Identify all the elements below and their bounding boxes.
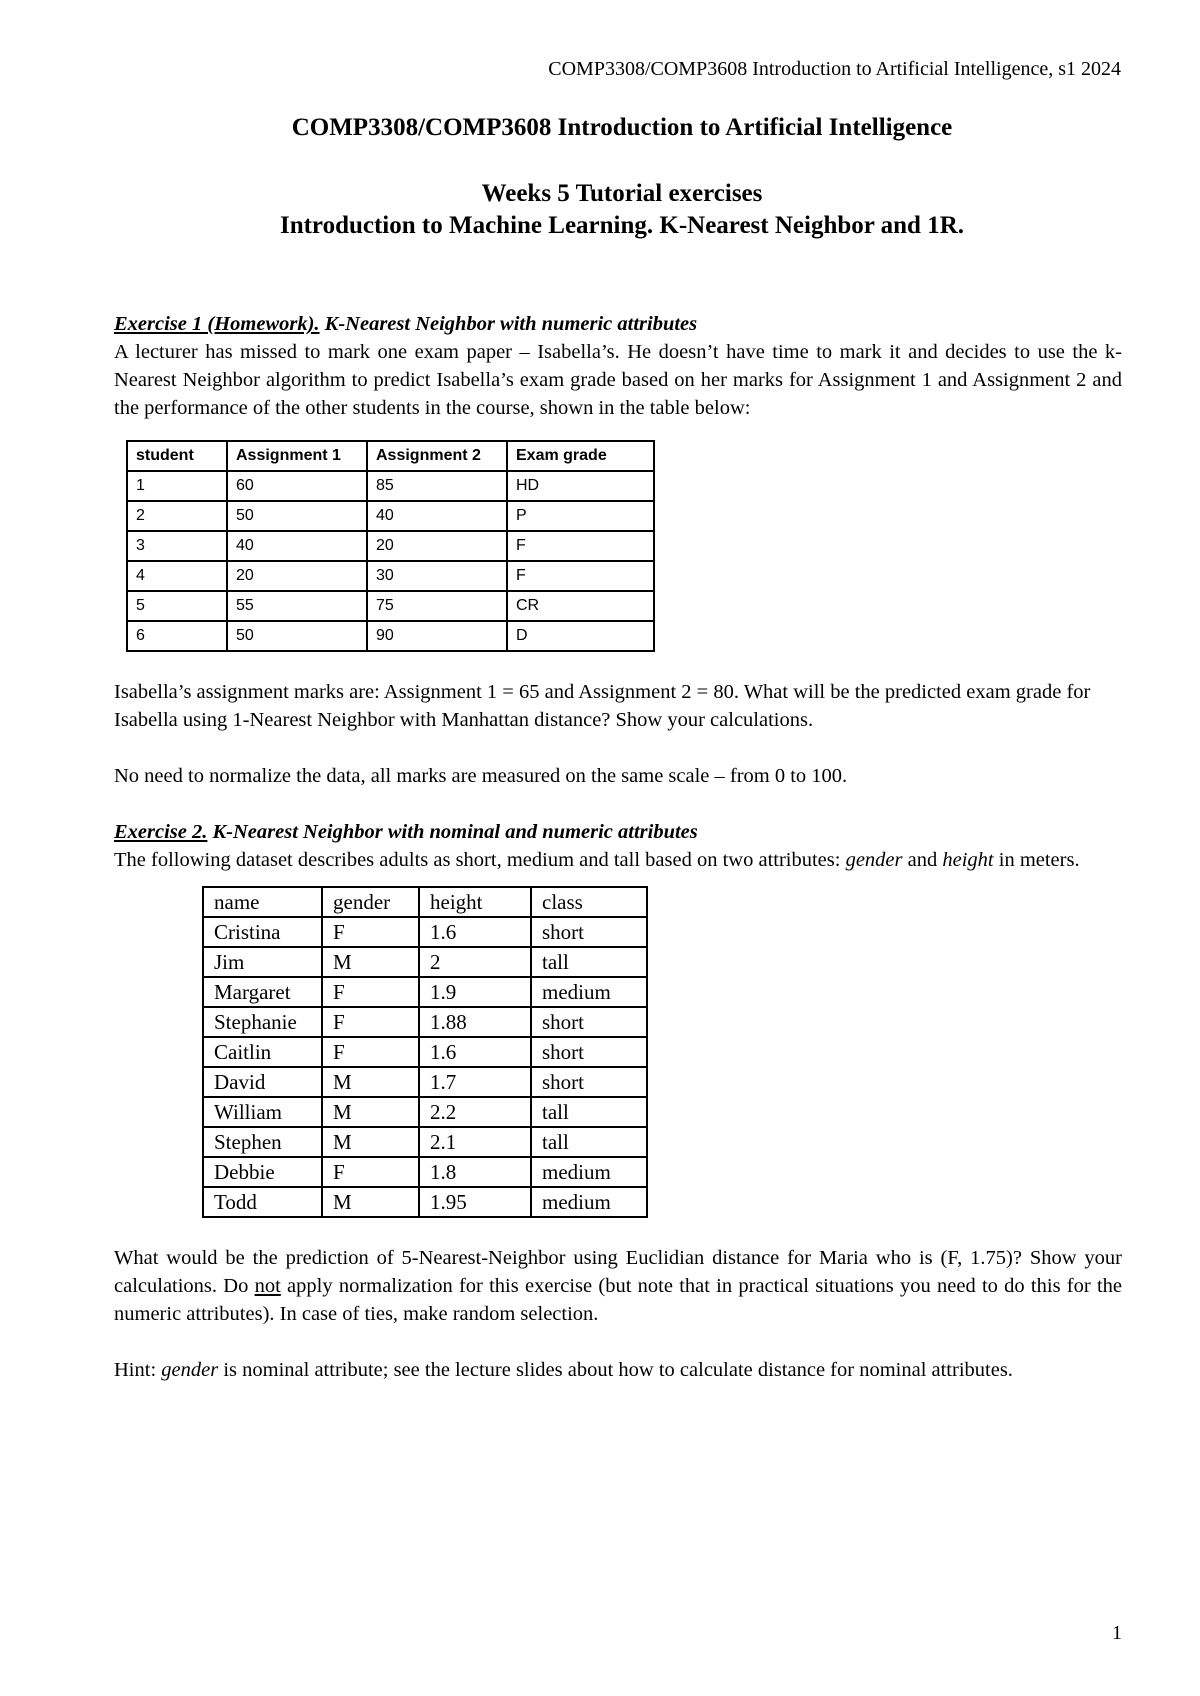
table-cell: 2	[419, 947, 531, 977]
table-cell: 3	[127, 531, 227, 561]
table-header-cell: Assignment 1	[227, 441, 367, 471]
table-row	[203, 1187, 647, 1217]
table-header-row	[203, 887, 647, 917]
exercise2-question-text: apply normalization for this exercise (but note that in practical situations you need to do this for the numeric attributes). In case of ties, make random selection.	[114, 1275, 1122, 1325]
exercise2-hint	[114, 1356, 1122, 1384]
table-cell: Stephen	[203, 1127, 322, 1157]
table-row	[127, 471, 654, 501]
table-cell: F	[507, 531, 654, 561]
table-row	[127, 591, 654, 621]
table-row	[203, 1097, 647, 1127]
table-cell: 50	[227, 621, 367, 651]
content	[114, 310, 1122, 1384]
table-cell: 30	[367, 561, 507, 591]
table-header-cell: Assignment 2	[367, 441, 507, 471]
table-cell: 50	[227, 501, 367, 531]
table-cell: 1.6	[419, 917, 531, 947]
table-row	[127, 531, 654, 561]
table-cell: 2	[127, 501, 227, 531]
table-cell: 20	[227, 561, 367, 591]
table-cell: 60	[227, 471, 367, 501]
table-row	[203, 1127, 647, 1157]
table-cell: M	[322, 1187, 419, 1217]
exercise2-question-text: What would be the prediction of 5-Nearest-Neighbor using Euclidian distance for Maria who is (F, 1.75)? Show your calculations. Do	[114, 1247, 1122, 1297]
table-cell: medium	[531, 1157, 647, 1187]
table-cell: 40	[367, 501, 507, 531]
table-row	[203, 947, 647, 977]
exercise2-intro-text: and	[902, 849, 943, 871]
table-cell: F	[322, 917, 419, 947]
table-cell: medium	[531, 977, 647, 1007]
table-cell: F	[322, 977, 419, 1007]
gender-term: gender	[845, 849, 903, 871]
table-cell: Margaret	[203, 977, 322, 1007]
table-row	[203, 977, 647, 1007]
table-header-cell: name	[203, 887, 322, 917]
exercise1-title: K-Nearest Neighbor with numeric attributes	[319, 313, 698, 335]
table-cell: CR	[507, 591, 654, 621]
height-term: height	[942, 849, 994, 871]
table-cell: short	[531, 917, 647, 947]
table-cell: medium	[531, 1187, 647, 1217]
table-cell: Debbie	[203, 1157, 322, 1187]
table-cell: tall	[531, 1097, 647, 1127]
table-cell: 75	[367, 591, 507, 621]
exercise1-heading	[114, 310, 1122, 338]
table-cell: 55	[227, 591, 367, 621]
table-cell: 90	[367, 621, 507, 651]
table-cell: 1.9	[419, 977, 531, 1007]
table-row	[203, 1067, 647, 1097]
table-cell: HD	[507, 471, 654, 501]
exercise1-intro: A lecturer has missed to mark one exam paper – Isabella’s. He doesn’t have time to mark it and decides to use the k-Nearest Neighbor algorithm to predict Isabella’s exam grade based on her marks for Assignment 1 and Assignment 2 and the performance of the other students in the course, shown in the table below:	[114, 341, 1122, 419]
table-row	[127, 501, 654, 531]
table-cell: 20	[367, 531, 507, 561]
table-row	[203, 1157, 647, 1187]
running-header: COMP3308/COMP3608 Introduction to Artificial Intelligence, s1 2024	[548, 58, 1121, 80]
table-cell: M	[322, 1127, 419, 1157]
table-row	[203, 1037, 647, 1067]
table-cell: Caitlin	[203, 1037, 322, 1067]
week-title: Weeks 5 Tutorial exercises	[481, 180, 763, 207]
table-cell: William	[203, 1097, 322, 1127]
table-row	[127, 621, 654, 651]
table-cell: F	[322, 1007, 419, 1037]
table-cell: 40	[227, 531, 367, 561]
table-cell: 1.8	[419, 1157, 531, 1187]
gender-term: gender	[161, 1359, 219, 1381]
table-cell: 1	[127, 471, 227, 501]
title-block	[0, 112, 1200, 242]
exercise1-question: Isabella’s assignment marks are: Assignment 1 = 65 and Assignment 2 = 80. What will be the predicted exam grade for Isabella using 1-Nearest Neighbor with Manhattan distance? Show your calculations.	[114, 681, 1091, 731]
table-cell: 1.7	[419, 1067, 531, 1097]
exercise2-label: Exercise 2.	[114, 821, 208, 843]
hint-label: Hint:	[114, 1359, 162, 1381]
table-cell: 5	[127, 591, 227, 621]
table-cell: F	[322, 1157, 419, 1187]
topic-title: Introduction to Machine Learning. K-Nearest Neighbor and 1R.	[279, 212, 965, 239]
exercise1-table	[126, 440, 655, 652]
table-cell: Stephanie	[203, 1007, 322, 1037]
exercise2-title: K-Nearest Neighbor with nominal and numeric attributes	[207, 821, 698, 843]
table-cell: David	[203, 1067, 322, 1097]
exercise2-intro	[114, 846, 1122, 874]
table-row	[203, 917, 647, 947]
exercise2-intro-text: The following dataset describes adults as short, medium and tall based on two attributes:	[114, 849, 846, 871]
table-cell: P	[507, 501, 654, 531]
table-cell: tall	[531, 947, 647, 977]
exercise1-note: No need to normalize the data, all marks are measured on the same scale – from 0 to 100.	[114, 765, 848, 787]
table-cell: tall	[531, 1127, 647, 1157]
table-header-row	[127, 441, 654, 471]
table-header-cell: student	[127, 441, 227, 471]
table-cell: 4	[127, 561, 227, 591]
table-header-cell: Exam grade	[507, 441, 654, 471]
table-cell: M	[322, 1067, 419, 1097]
table-cell: 2.2	[419, 1097, 531, 1127]
emphasis-not: not	[254, 1275, 281, 1297]
table-cell: 85	[367, 471, 507, 501]
table-cell: F	[507, 561, 654, 591]
table-cell: 6	[127, 621, 227, 651]
table-cell: 1.95	[419, 1187, 531, 1217]
table-header-cell: class	[531, 887, 647, 917]
table-cell: D	[507, 621, 654, 651]
table-cell: short	[531, 1007, 647, 1037]
table-cell: 1.88	[419, 1007, 531, 1037]
exercise2-heading	[114, 818, 1122, 846]
table-cell: Jim	[203, 947, 322, 977]
exercise2-intro-text: in meters.	[993, 849, 1080, 871]
exercise2-table	[202, 886, 648, 1218]
table-cell: 1.6	[419, 1037, 531, 1067]
table-cell: M	[322, 947, 419, 977]
table-cell: Cristina	[203, 917, 322, 947]
page-number: 1	[1112, 1622, 1122, 1644]
table-row	[127, 561, 654, 591]
exercise1-label: Exercise 1 (Homework).	[114, 313, 320, 335]
table-header-cell: gender	[322, 887, 419, 917]
hint-text: is nominal attribute; see the lecture slides about how to calculate distance for nominal attributes.	[218, 1359, 1013, 1381]
table-cell: 2.1	[419, 1127, 531, 1157]
table-cell: short	[531, 1067, 647, 1097]
exercise2-question	[114, 1244, 1122, 1328]
table-row	[203, 1007, 647, 1037]
table-cell: Todd	[203, 1187, 322, 1217]
table-header-cell: height	[419, 887, 531, 917]
table-cell: M	[322, 1097, 419, 1127]
table-cell: short	[531, 1037, 647, 1067]
course-title: COMP3308/COMP3608 Introduction to Artificial Intelligence	[291, 114, 953, 141]
table-cell: F	[322, 1037, 419, 1067]
